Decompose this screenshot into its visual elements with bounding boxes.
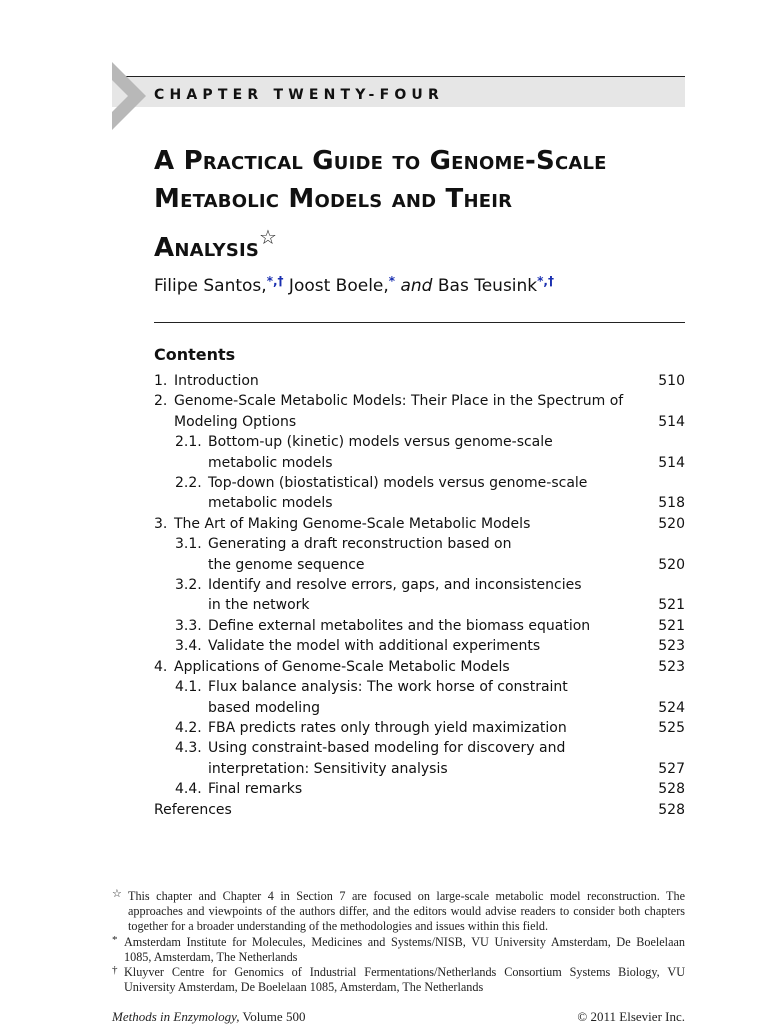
toc-number: 4.3. [175,740,202,757]
toc-page: 510 [658,373,685,389]
toc-number: 3.3. [175,617,202,634]
footnote-symbol: * [112,933,118,946]
footnote-symbol: † [112,964,118,977]
toc-title: Applications of Genome-Scale Metabolic Models [174,658,510,675]
star-footnote-marker[interactable]: ☆ [259,225,278,249]
toc-entry[interactable] [154,800,685,820]
toc-entry[interactable] [154,371,685,391]
footnote-text: Kluyver Centre for Genomics of Industrial Fermentations/Netherlands Consortium Systems Biology, VU University Amsterdam, De Boelelaan 1085, Amsterdam, The Netherlands [124,965,685,995]
toc-page: 528 [658,801,685,818]
author-list [154,274,554,296]
toc-number: 4.2. [175,719,202,736]
toc-entry[interactable] [154,738,685,779]
footnote [112,965,685,995]
toc-number: 3.2. [175,577,202,594]
journal-name: Methods in Enzymology, [112,1009,240,1024]
copyright-notice: © 2011 Elsevier Inc. [577,1009,685,1024]
toc-page: 524 [658,699,685,716]
toc-title: Introduction [174,373,259,389]
toc-entry[interactable] [154,391,685,432]
journal-reference [112,1009,305,1025]
author-teusink: Bas Teusink [432,276,538,296]
title-line-1: A Practical Guide to Genome-Scale [154,146,607,176]
title-line-3 [154,218,674,267]
toc-page: 521 [658,617,685,634]
toc-page: 521 [658,597,685,614]
toc-page: 518 [658,495,685,512]
footnote-text: This chapter and Chapter 4 in Section 7 are focused on large-scale metabolic model reconstruction. The approaches and viewpoints of the authors differ, and the editors would advise readers to consider both chapters together for a broader understanding of the methodologies and issues within this field. [128,889,685,934]
toc-page: 520 [658,515,685,532]
toc-entry[interactable] [154,575,685,616]
toc-entry[interactable] [154,657,685,677]
toc-title: Identify and resolve errors, gaps, and inconsistencies in the network [208,577,582,614]
toc-entry[interactable] [154,636,685,656]
chapter-header [112,62,685,130]
toc-entry[interactable] [154,718,685,738]
toc-title: Genome-Scale Metabolic Models: Their Place in the Spectrum of Modeling Options [174,393,624,430]
toc-number: 4.1. [175,679,202,696]
toc-title: Flux balance analysis: The work horse of constraint based modeling [208,679,568,716]
chevron-icon [112,62,146,130]
toc-entry[interactable] [154,432,685,473]
toc-title: Validate the model with additional experiments [208,638,541,655]
chapter-rule [112,76,685,77]
footnote-symbol: ☆ [112,888,122,900]
toc-entry[interactable] [154,677,685,718]
toc-number: 2. [154,393,168,410]
author-conjunction: and [400,276,433,296]
toc-number: 3.1. [175,536,202,553]
toc-page: 525 [658,719,685,736]
section-divider [154,322,685,323]
toc-title: Final remarks [208,781,303,798]
toc-entry[interactable] [154,534,685,575]
toc-number: 2.1. [175,434,202,451]
toc-title: Bottom-up (kinetic) models versus genome-scale metabolic models [208,434,553,471]
toc-number: 4. [154,658,168,675]
journal-volume: Volume 500 [239,1009,306,1024]
affiliation-marker-teusink[interactable]: *,† [537,274,554,288]
footnote [112,935,685,965]
contents-heading: Contents [154,345,236,364]
toc-title: Generating a draft reconstruction based on the genome sequence [208,536,512,573]
chapter-title [154,142,674,267]
toc-page: 520 [658,556,685,573]
title-line-2: Metabolic Models and Their [154,184,513,214]
toc-entry[interactable] [154,473,685,514]
toc-title: Using constraint-based modeling for discovery and interpretation: Sensitivity analysis [208,740,566,777]
toc-title: Top-down (biostatistical) models versus genome-scale metabolic models [208,475,588,512]
toc-number: 3.4. [175,638,202,655]
toc-entry[interactable] [154,514,685,534]
table-of-contents [154,371,685,820]
footnote-text: Amsterdam Institute for Molecules, Medicines and Systems/NISB, VU University Amsterdam, De Boelelaan 1085, Amsterdam, The Netherlands [124,934,685,964]
toc-page: 523 [658,638,685,655]
toc-number: 2.2. [175,475,202,492]
toc-page: 528 [658,781,685,798]
affiliation-marker-boele[interactable]: * [388,274,396,288]
toc-entry[interactable] [154,779,685,799]
toc-page: 527 [658,760,685,777]
author-santos: Filipe Santos, [154,276,267,296]
footnotes [112,889,685,995]
toc-title: FBA predicts rates only through yield maximization [208,719,567,736]
toc-page: 514 [658,413,685,430]
toc-entry[interactable] [154,616,685,636]
toc-number: 1. [154,373,168,389]
toc-title: The Art of Making Genome-Scale Metabolic Models [174,515,531,532]
footnote [112,889,685,935]
toc-title: References [154,801,232,818]
toc-number: 4.4. [175,781,202,798]
title-line-3-text: Analysis [154,233,260,263]
toc-title: Define external metabolites and the biomass equation [208,617,591,634]
chapter-label: CHAPTER TWENTY-FOUR [154,87,444,103]
affiliation-marker-santos[interactable]: *,† [266,274,284,288]
toc-page: 523 [658,658,685,675]
toc-page: 514 [658,454,685,471]
toc-number: 3. [154,515,168,532]
author-boele: Joost Boele, [283,276,389,296]
